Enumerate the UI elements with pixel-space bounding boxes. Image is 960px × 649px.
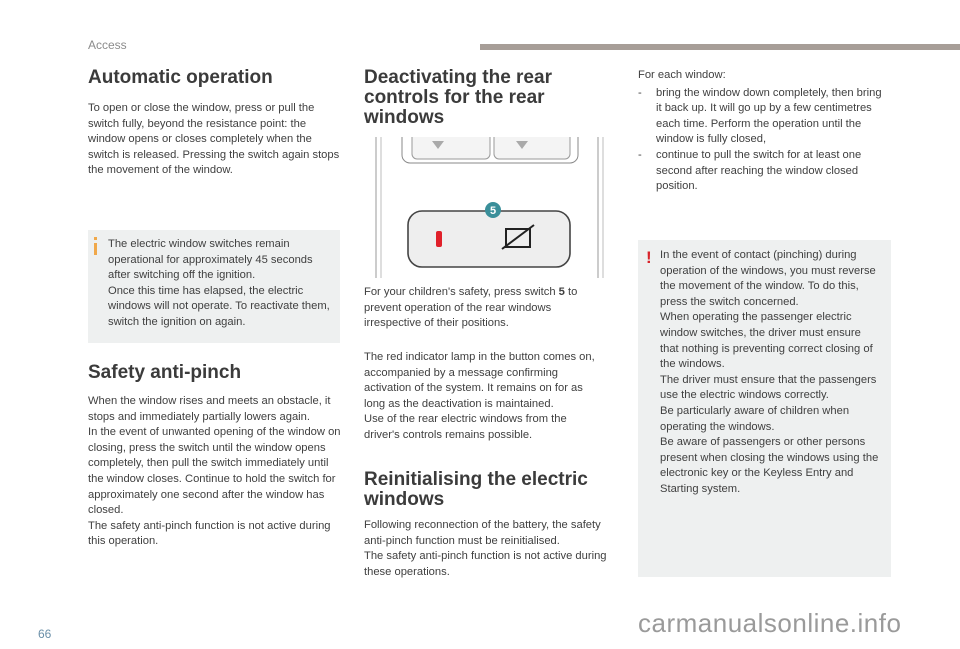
- deactivating-rear-controls-heading: Deactivating the rear controls for the rear windows: [364, 67, 552, 128]
- info-icon-stem: [94, 243, 97, 255]
- header-divider: [480, 44, 960, 50]
- info-text: The electric window switches remain operational for approximately 45 seconds after switching off the ignition. Once this time has elapsed, the electric windows will not operate. To reactivate them, switch the ignition on again.: [108, 238, 330, 328]
- warning-text: In the event of contact (pinching) during operation of the windows, you must reverse the movement of the window. To do this, press the switch concerned. When operating the passenger electric window switches, the driver must ensure that nothing is preventing correct closing of the windows. The driver must ensure that the passengers use the electric windows correctly. Be particularly aware of children when operating the windows. Be aware of passengers or other persons present when closing the windows using the electronic key or the Keyless Entry and Starting system.: [660, 249, 879, 495]
- reinitialising-heading: Reinitialising the electric windows: [364, 469, 588, 510]
- info-icon: [94, 237, 97, 240]
- rear-window-switch-illustration: [372, 137, 608, 278]
- switch-number: 5: [558, 286, 565, 298]
- section-label: Access: [88, 38, 127, 52]
- safety-anti-pinch-text: When the window rises and meets an obstacle, it stops and immediately partially lowers again. In the event of unwanted opening of the window on closing, press the switch until the window opens completely, then pull the switch immediately until the window closes. Continue to hold the switch for approximately one second after the window has closed. The safety anti-pinch function is not active during this operation.: [88, 395, 341, 548]
- step-item: - continue to pull the switch for at least one second after reaching the window closed position.: [638, 148, 888, 195]
- deactivating-text-1: For your children's safety, press switch 5 to prevent operation of the rear windows irrespective of their positions.: [364, 286, 578, 330]
- callout-5-label: 5: [489, 205, 497, 217]
- automatic-operation-heading: Automatic operation: [88, 67, 273, 88]
- safety-anti-pinch-heading: Safety anti-pinch: [88, 362, 242, 383]
- watermark: carmanualsonline.info: [638, 608, 902, 638]
- steps-intro: For each window:: [638, 69, 726, 81]
- automatic-operation-text: To open or close the window, press or pull the switch fully, beyond the resistance point: the window opens or closes completely when the switch is released. Pressing the switch again stops the movement of the window.: [88, 102, 340, 177]
- page-number: 66: [38, 627, 52, 641]
- reinit-steps: [638, 68, 888, 195]
- reinitialising-text: Following reconnection of the battery, the safety anti-pinch function must be reinitialised. The safety anti-pinch function is not active during these operations.: [364, 519, 607, 578]
- step-item: - bring the window down completely, then bring it back up. It will go up by a few centimetres each time. Perform the operation until the window is fully closed,: [638, 86, 888, 148]
- deactivating-text-2: The red indicator lamp in the button comes on, accompanied by a message confirming activation of the system. It remains on for as long as the deactivation is maintained. Use of the rear electric windows from the driver's controls remains possible.: [364, 351, 595, 441]
- warning-icon: !: [646, 248, 652, 267]
